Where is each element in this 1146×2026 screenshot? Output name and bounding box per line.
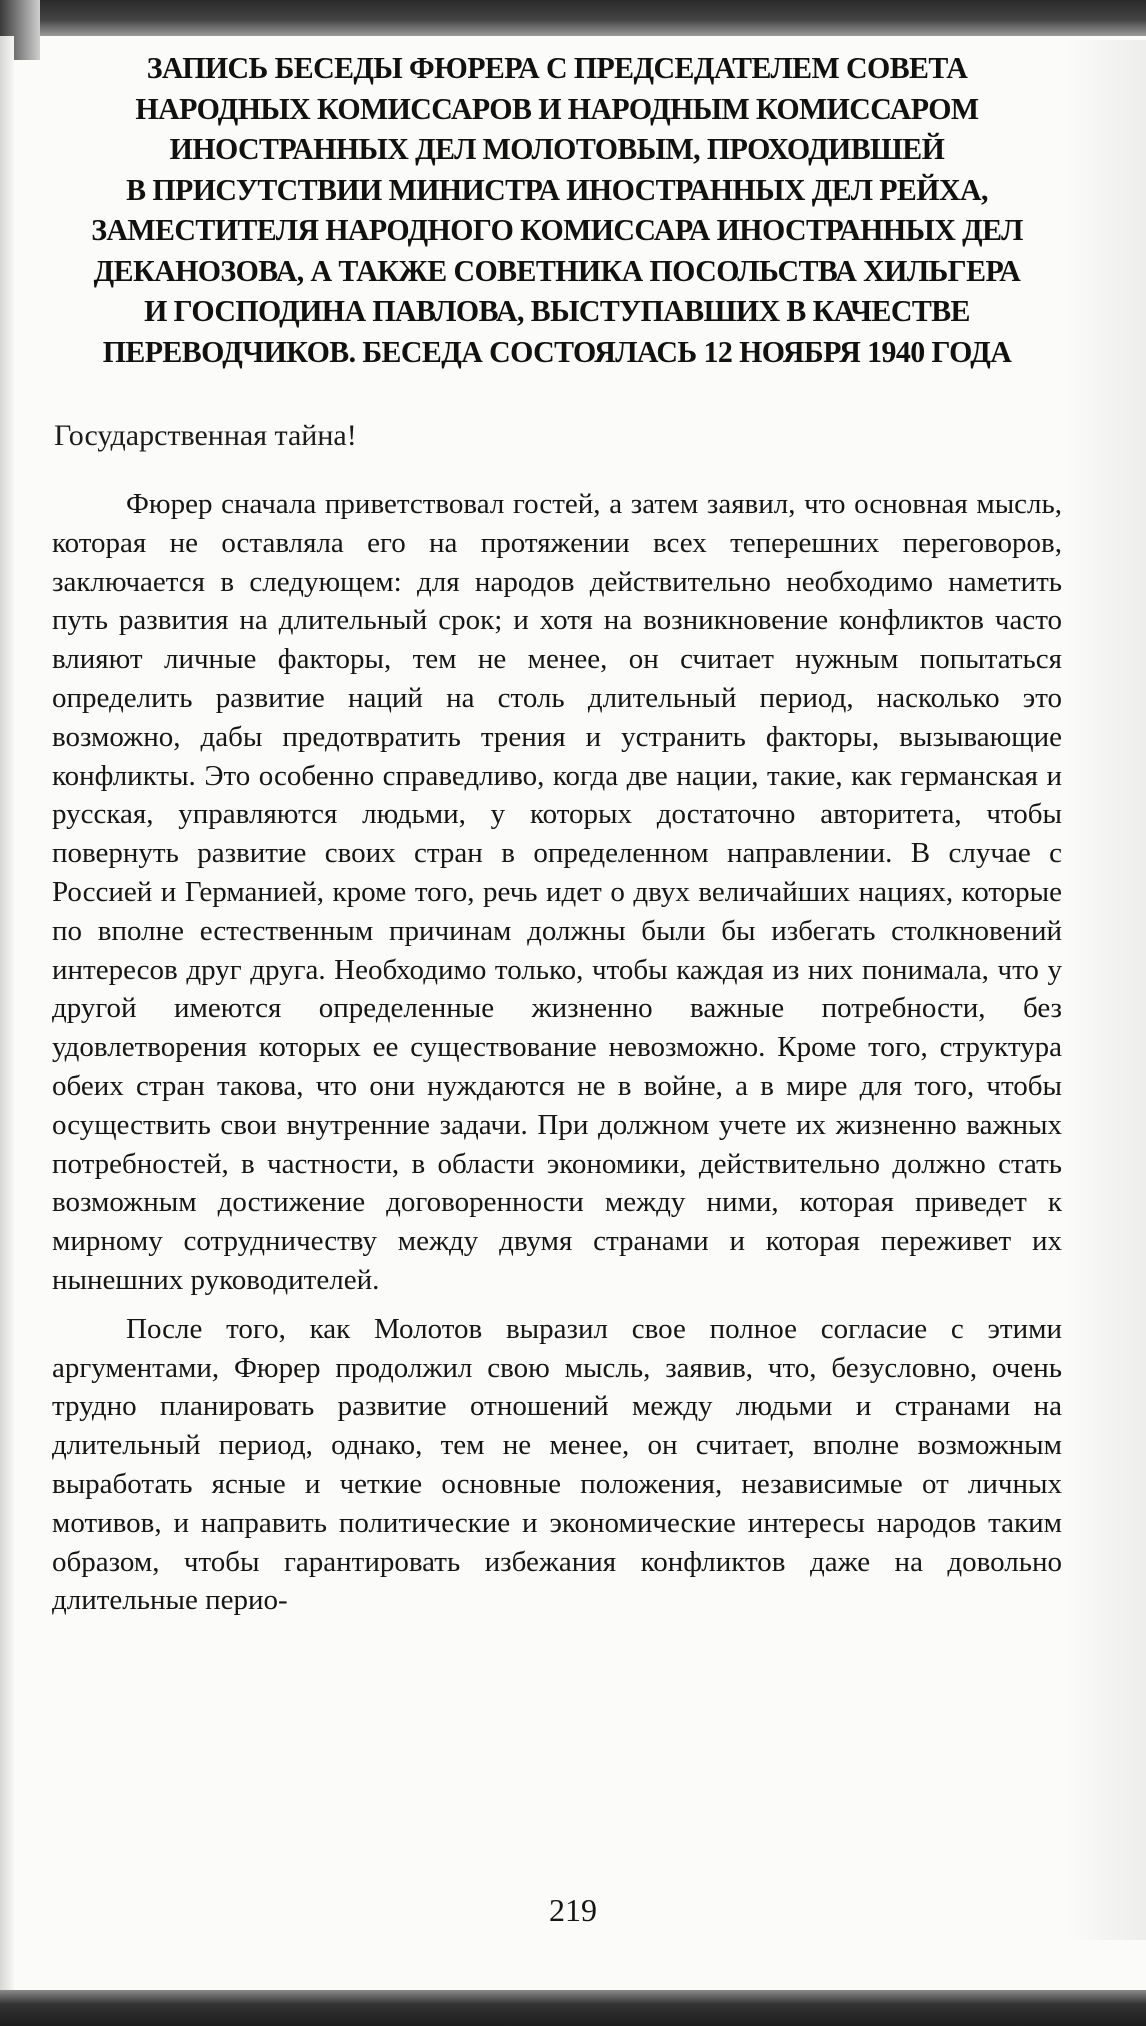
facing-page-bleed [1066, 40, 1146, 1940]
title-line: ИНОСТРАННЫХ ДЕЛ МОЛОТОВЫМ, ПРОХОДИВШЕЙ [169, 132, 945, 166]
scan-left-edge [0, 36, 14, 1990]
paragraph: Фюрер сначала приветствовал гостей, а затем заявил, что основная мысль, которая не оставляла его на протяжении всех теперешних переговоров, заключается в следующем: для народов действительно необходимо наметить путь развития на длительный срок; и хотя на возникновение конфликтов часто влияют личные факторы, тем не менее, он считает нужным попытаться определить развитие наций на столь длительный период, насколько это возможно, дабы предотвратить трения и устранить факторы, вызывающие конфликты. Это особенно справедливо, когда две нации, такие, как германская и русская, управляются людьми, у которых достаточно авторитета, чтобы повернуть развитие своих стран в определенном направлении. В случае с Россией и Германией, кроме того, речь идет о двух величайших нациях, которые по вполне естественным причинам должны были бы избегать столкновений интересов друг друга. Необходимо только, чтобы каждая из них понимала, что у другой имеются определенные жизненно важные потребности, без удовлетворения которых ее существование невозможно. Кроме того, структура обеих стран такова, что они нуждаются не в войне, а в мире для того, чтобы осуществить свои внутренние задачи. При должном учете их жизненно важных потребностей, в частности, в области экономики, действительно должно стать возможным достижение договоренности между ними, которая приведет к мирному сотрудничеству между двумя странами и которая переживет их нынешних руководителей. [52, 488, 1062, 1296]
title-line: НАРОДНЫХ КОМИССАРОВ И НАРОДНЫМ КОМИССАРОМ [135, 91, 979, 126]
book-page [52, 48, 1062, 1620]
page-number: 219 [549, 1892, 597, 1928]
title-line: ПЕРЕВОДЧИКОВ. БЕСЕДА СОСТОЯЛАСЬ 12 НОЯБРЯ 1940 ГОДА [102, 334, 1012, 369]
scan-bottom-edge [0, 1990, 1146, 2026]
document-title [62, 48, 1052, 372]
title-line: ДЕКАНОЗОВА, А ТАКЖЕ СОВЕТНИКА ПОСОЛЬСТВА ХИЛЬГЕРА [93, 253, 1021, 288]
classification-stamp: Государственная тайна! [54, 419, 357, 452]
title-line: ЗАМЕСТИТЕЛЯ НАРОДНОГО КОМИССАРА ИНОСТРАННЫХ ДЕЛ [91, 213, 1023, 247]
paragraph: После того, как Молотов выразил свое полное согласие с этими аргументами, Фюрер продолжил свою мысль, заявив, что, безусловно, очень трудно планировать развитие отношений между людьми и странами на длительный период, однако, тем не менее, он считает, вполне возможным выработать ясные и четкие основные положения, независимые от личных мотивов, и направить политические и экономические интересы народов таким образом, чтобы гарантировать избежания конфликтов даже на довольно длительные перио- [52, 1312, 1062, 1617]
scan-top-edge [0, 0, 1146, 36]
title-line: ЗАПИСЬ БЕСЕДЫ ФЮРЕРА С ПРЕДСЕДАТЕЛЕМ СОВЕТА [146, 51, 968, 85]
title-line: И ГОСПОДИНА ПАВЛОВА, ВЫСТУПАВШИХ В КАЧЕСТВЕ [144, 294, 970, 328]
body-text [52, 485, 1062, 1620]
title-line: В ПРИСУТСТВИИ МИНИСТРА ИНОСТРАННЫХ ДЕЛ РЕЙХА, [126, 172, 988, 207]
